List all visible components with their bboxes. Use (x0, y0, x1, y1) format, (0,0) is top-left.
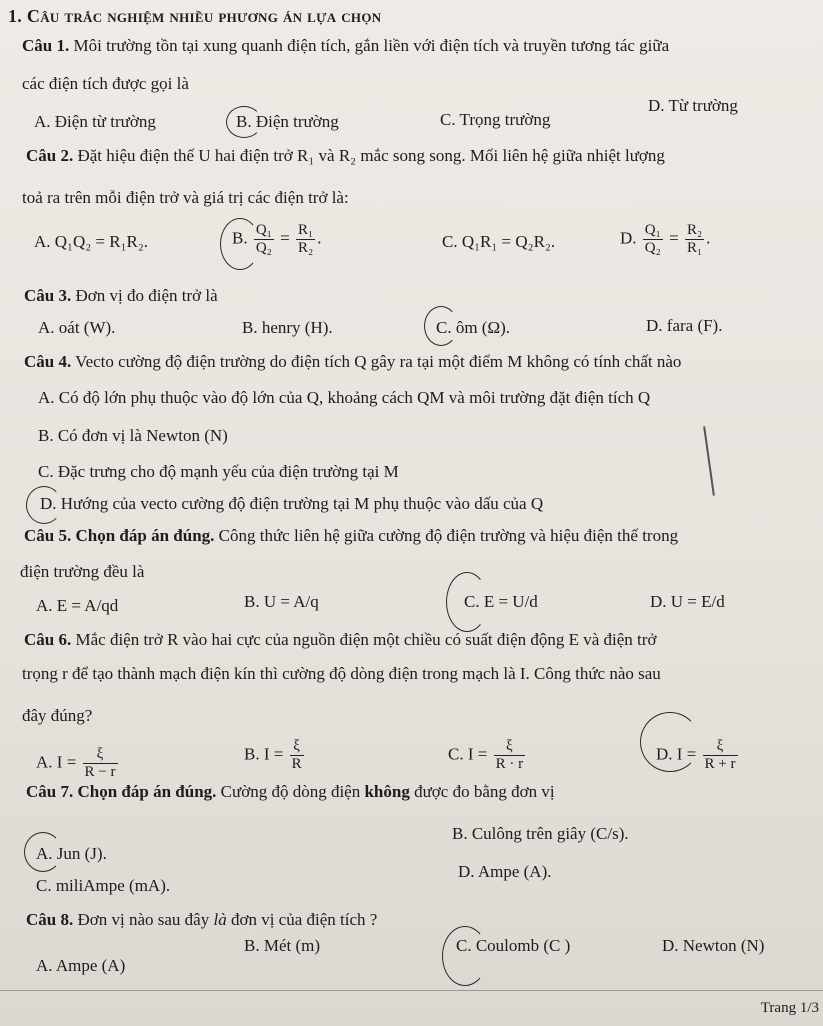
question-7-line1-a: Cường độ dòng điện (216, 782, 365, 801)
fraction-numerator: Q₁ (255, 222, 272, 238)
fraction-denominator: R · r (495, 756, 524, 772)
q5-option-d[interactable]: D. U = E/d (650, 592, 725, 611)
question-6-line3: đây đúng? (22, 706, 93, 725)
question-5-line2: điện trường đều là (20, 562, 145, 581)
question-8-number: Câu 8. (26, 910, 74, 929)
q2-d-fraction-right (685, 222, 704, 257)
fraction-denominator: Q₂ (255, 240, 272, 256)
q6-option-b-label: B. I = (244, 744, 284, 764)
fraction-numerator: R₂ (686, 222, 703, 238)
question-6-number: Câu 6. (24, 630, 72, 649)
question-7-line1-b: được đo bằng đơn vị (409, 782, 555, 801)
equals-sign: = (669, 228, 679, 248)
q6-option-c[interactable] (448, 738, 527, 773)
q3-option-b[interactable]: B. henry (H). (242, 318, 333, 337)
q6-a-fraction (83, 746, 118, 781)
question-8-line1-a: Đơn vị nào sau đây (73, 910, 214, 929)
q1-option-d[interactable]: D. Từ trường (648, 96, 738, 115)
q7-option-a[interactable]: A. Jun (J). (36, 844, 107, 863)
question-2-line2: toả ra trên mỗi điện trở và giá trị các điện trở là: (22, 188, 349, 207)
question-7-emphasis: Chọn đáp án đúng. (73, 782, 217, 801)
q2-b-fraction-right (296, 222, 315, 257)
fraction-denominator: R₁ (686, 240, 703, 256)
q5-option-b[interactable]: B. U = A/q (244, 592, 319, 611)
q6-b-fraction (290, 738, 304, 773)
question-3-number: Câu 3. (24, 286, 72, 305)
q8-option-d[interactable]: D. Newton (N) (662, 936, 765, 955)
question-8-line1-b: đơn vị của điện tích ? (226, 910, 378, 929)
question-8-italic: là (213, 910, 227, 929)
q4-option-d[interactable]: D. Hướng của vecto cường độ điện trường tại M phụ thuộc vào dấu của Q (40, 494, 544, 513)
fraction-numerator: ξ (290, 738, 304, 756)
q2-option-a[interactable]: A. Q₁Q₂ = R₁R₂. (34, 232, 149, 251)
q8-option-c[interactable]: C. Coulomb (C ) (456, 936, 571, 955)
question-6-text (24, 630, 656, 650)
q2-option-c[interactable]: C. Q₁R₁ = Q₂R₂. (442, 232, 556, 251)
q7-option-d[interactable]: D. Ampe (A). (458, 862, 552, 881)
fraction-denominator: R − r (84, 764, 116, 780)
question-1-line1: Môi trường tồn tại xung quanh điện tích, gắn liền với điện tích và truyền tương tác giữa (69, 36, 670, 55)
q5-option-c[interactable]: C. E = U/d (464, 592, 538, 611)
question-8-text (26, 910, 377, 930)
question-5-text (24, 526, 678, 546)
period: . (317, 228, 322, 248)
page-number: Trang 1/3 (760, 1000, 819, 1016)
question-4-line1: Vecto cường độ điện trường do điện tích Q gây ra tại một điểm M không có tính chất nào (71, 352, 682, 371)
q6-option-a-label: A. I = (36, 752, 77, 772)
fraction-denominator: R + r (704, 756, 736, 772)
question-1-text (22, 36, 669, 56)
equals-sign: = (280, 228, 290, 248)
q6-option-c-label: C. I = (448, 744, 488, 764)
answer-circle (424, 306, 458, 346)
period: . (706, 228, 711, 248)
answer-circle (640, 712, 700, 772)
q4-option-c[interactable]: C. Đặc trưng cho độ mạnh yếu của điện trường tại M (38, 462, 399, 481)
question-5-line1: Công thức liên hệ giữa cường độ điện trường và hiệu điện thế trong (214, 526, 679, 545)
question-6-line1: Mắc điện trở R vào hai cực của nguồn điện một chiều có suất điện động E và điện trở (71, 630, 657, 649)
fraction-numerator: ξ (494, 738, 526, 756)
question-7-negation: không (364, 782, 410, 801)
q7-option-b[interactable]: B. Culông trên giây (C/s). (452, 824, 629, 843)
q1-option-a[interactable]: A. Điện từ trường (34, 112, 156, 131)
question-1-number: Câu 1. (22, 36, 70, 55)
footer-divider (0, 990, 823, 991)
q7-option-c[interactable]: C. miliAmpe (mA). (36, 876, 171, 895)
answer-circle (226, 106, 262, 138)
question-7-text (26, 782, 555, 802)
q6-d-fraction (703, 738, 738, 773)
question-5-number: Câu 5. (24, 526, 72, 545)
q6-option-b[interactable] (244, 738, 306, 773)
q3-option-a[interactable]: A. oát (W). (38, 318, 116, 337)
question-3-text (24, 286, 218, 306)
q3-option-c[interactable]: C. ôm (Ω). (436, 318, 511, 337)
fraction-denominator: R₂ (298, 240, 314, 256)
q5-option-a[interactable]: A. E = A/qd (36, 596, 119, 615)
fraction-denominator: Q₂ (644, 240, 661, 256)
question-2-text (26, 146, 665, 166)
q8-option-a[interactable]: A. Ampe (A) (36, 956, 126, 975)
q8-option-b[interactable]: B. Mét (m) (244, 936, 321, 955)
q4-option-a[interactable]: A. Có độ lớn phụ thuộc vào độ lớn của Q, khoảng cách QM và môi trường đặt điện tích Q (38, 388, 651, 407)
section-heading: 1. Câu trắc nghiệm nhiều phương án lựa chọn (8, 6, 382, 26)
answer-circle (220, 218, 260, 270)
q4-option-b[interactable]: B. Có đơn vị là Newton (N) (38, 426, 228, 445)
fraction-numerator: ξ (703, 738, 738, 756)
question-3-line1: Đơn vị đo điện trở là (71, 286, 218, 305)
q6-c-fraction (494, 738, 526, 773)
answer-circle (26, 486, 62, 524)
question-2-number: Câu 2. (26, 146, 74, 165)
fraction-numerator: ξ (83, 746, 118, 764)
q2-option-d-label: D. (620, 228, 637, 248)
question-6-line2: trọng r để tạo thành mạch điện kín thì cường độ dòng điện trong mạch là I. Công thức nào sau (22, 664, 661, 683)
q2-d-fraction-left (643, 222, 663, 257)
question-4-text (24, 352, 681, 372)
q3-option-d[interactable]: D. fara (F). (646, 316, 723, 335)
fraction-denominator: R (291, 756, 302, 772)
q1-option-c[interactable]: C. Trọng trường (440, 110, 551, 129)
question-7-number: Câu 7. (26, 782, 74, 801)
answer-circle (442, 926, 488, 986)
question-2-line1: Đặt hiệu điện thế U hai điện trở R₁ và R₂ mắc song song. Mối liên hệ giữa nhiệt lượng (73, 146, 665, 165)
fraction-numerator: R₁ (298, 222, 314, 238)
answer-circle (446, 572, 488, 632)
fraction-numerator: Q₁ (644, 222, 661, 238)
q6-option-d-label: D. I = (656, 744, 697, 764)
question-1-line2: các điện tích được gọi là (22, 74, 189, 93)
answer-circle (24, 832, 62, 872)
question-4-number: Câu 4. (24, 352, 72, 371)
q2-option-d[interactable] (620, 222, 710, 257)
q1-option-b[interactable]: B. Điện trường (236, 112, 339, 131)
question-5-emphasis: Chọn đáp án đúng. (71, 526, 215, 545)
pen-stroke (703, 426, 715, 496)
q2-option-b-label: B. (232, 228, 248, 248)
q6-option-a[interactable] (36, 746, 120, 781)
